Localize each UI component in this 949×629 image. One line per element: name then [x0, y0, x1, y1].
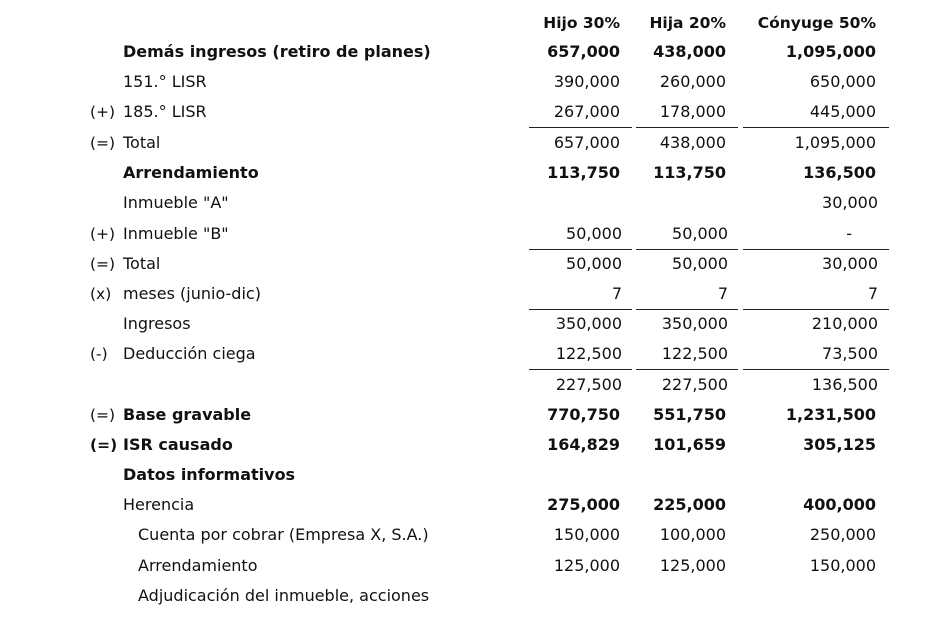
- column-header-hijo: Hijo 30%: [543, 14, 620, 32]
- cell-conyuge: 400,000: [803, 495, 876, 514]
- cell-hijo: 390,000: [553, 72, 620, 91]
- cell-conyuge: 1,095,000: [785, 42, 876, 61]
- cell-conyuge: 650,000: [809, 72, 876, 91]
- cell-hija: 227,500: [661, 375, 728, 394]
- cell-hijo: 657,000: [553, 133, 620, 152]
- cell-hija: 438,000: [653, 42, 726, 61]
- column-header-conyuge: Cónyuge 50%: [757, 14, 876, 32]
- table-row: [0, 188, 949, 218]
- row-sign: (+): [90, 103, 116, 121]
- cell-hijo: 164,829: [547, 435, 620, 454]
- table-row: [0, 97, 949, 127]
- cell-conyuge: 1,231,500: [785, 405, 876, 424]
- cell-conyuge: -: [846, 224, 852, 243]
- table-row: [0, 370, 949, 400]
- cell-hija: 125,000: [659, 556, 726, 575]
- cell-hijo: 350,000: [555, 314, 622, 333]
- row-sign: (=): [90, 255, 116, 273]
- row-sign: (+): [90, 225, 116, 243]
- cell-conyuge: 250,000: [809, 525, 876, 544]
- row-label: Base gravable: [123, 405, 252, 424]
- cell-hijo: 50,000: [566, 224, 622, 243]
- cell-hijo: 227,500: [555, 375, 622, 394]
- row-sign: (=): [90, 436, 118, 454]
- cell-hijo: 113,750: [547, 163, 620, 182]
- cell-hija: 178,000: [659, 102, 726, 121]
- table-row-isr-causado: [0, 430, 949, 460]
- cell-hija: 50,000: [672, 224, 728, 243]
- row-label: Inmueble "B": [123, 224, 229, 243]
- cell-hija: 438,000: [659, 133, 726, 152]
- cell-conyuge: 136,500: [811, 375, 878, 394]
- row-label: Demás ingresos (retiro de planes): [123, 42, 431, 61]
- table-row: [0, 520, 949, 550]
- row-label: 151.° LISR: [123, 72, 207, 91]
- cell-hija: 350,000: [661, 314, 728, 333]
- row-label: meses (junio-dic): [123, 284, 261, 303]
- table-row-demas-ingresos: [0, 37, 949, 67]
- cell-hijo: 7: [611, 284, 622, 303]
- cell-hijo: 770,750: [547, 405, 620, 424]
- cell-conyuge: 30,000: [822, 193, 878, 212]
- cell-hija: 101,659: [653, 435, 726, 454]
- table-row: [0, 551, 949, 581]
- row-label: Total: [123, 254, 161, 273]
- table-row: [0, 309, 949, 339]
- row-label: Total: [123, 133, 161, 152]
- row-label: ISR causado: [123, 435, 233, 454]
- row-label: Inmueble "A": [123, 193, 229, 212]
- row-sign: (-): [90, 345, 108, 363]
- cell-hijo: 125,000: [553, 556, 620, 575]
- table-row-total: [0, 249, 949, 279]
- table-row-base-gravable: [0, 400, 949, 430]
- cell-hija: 551,750: [653, 405, 726, 424]
- cell-conyuge: 445,000: [809, 102, 876, 121]
- cell-hijo: 122,500: [555, 344, 622, 363]
- row-sign: (x): [90, 285, 112, 303]
- cell-conyuge: 73,500: [822, 344, 878, 363]
- cell-hija: 113,750: [653, 163, 726, 182]
- table-row: [0, 279, 949, 309]
- row-label: Herencia: [123, 495, 195, 514]
- cell-conyuge: 150,000: [809, 556, 876, 575]
- row-label: 185.° LISR: [123, 102, 207, 121]
- cell-conyuge: 7: [867, 284, 878, 303]
- row-sign: (=): [90, 406, 116, 424]
- row-label: Arrendamiento: [138, 556, 258, 575]
- row-label: Cuenta por cobrar (Empresa X, S.A.): [138, 525, 429, 544]
- cell-hijo: 150,000: [553, 525, 620, 544]
- table-row: [0, 219, 949, 249]
- column-header-hija: Hija 20%: [649, 14, 726, 32]
- table-row-arrendamiento: [0, 158, 949, 188]
- cell-hijo: 50,000: [566, 254, 622, 273]
- cell-hija: 50,000: [672, 254, 728, 273]
- cell-hija: 225,000: [653, 495, 726, 514]
- row-label: Adjudicación del inmueble, acciones: [138, 586, 430, 605]
- table-row: [0, 581, 949, 611]
- cell-conyuge: 305,125: [803, 435, 876, 454]
- row-label: Arrendamiento: [123, 163, 259, 182]
- cell-hijo: 275,000: [547, 495, 620, 514]
- row-label: Datos informativos: [123, 465, 296, 484]
- cell-hija: 7: [717, 284, 728, 303]
- table-row: [0, 339, 949, 369]
- cell-hijo: 657,000: [547, 42, 620, 61]
- cell-hijo: 267,000: [553, 102, 620, 121]
- row-label: Deducción ciega: [123, 344, 256, 363]
- cell-hija: 122,500: [661, 344, 728, 363]
- cell-conyuge: 136,500: [803, 163, 876, 182]
- cell-conyuge: 30,000: [822, 254, 878, 273]
- cell-hija: 260,000: [659, 72, 726, 91]
- row-sign: (=): [90, 134, 116, 152]
- cell-conyuge: 210,000: [811, 314, 878, 333]
- cell-hija: 100,000: [659, 525, 726, 544]
- cell-conyuge: 1,095,000: [794, 133, 876, 152]
- table-row-total: [0, 128, 949, 158]
- section-heading-datos-informativos: [0, 460, 949, 490]
- table-row-herencia: [0, 490, 949, 520]
- table-row: [0, 67, 949, 97]
- row-label: Ingresos: [123, 314, 191, 333]
